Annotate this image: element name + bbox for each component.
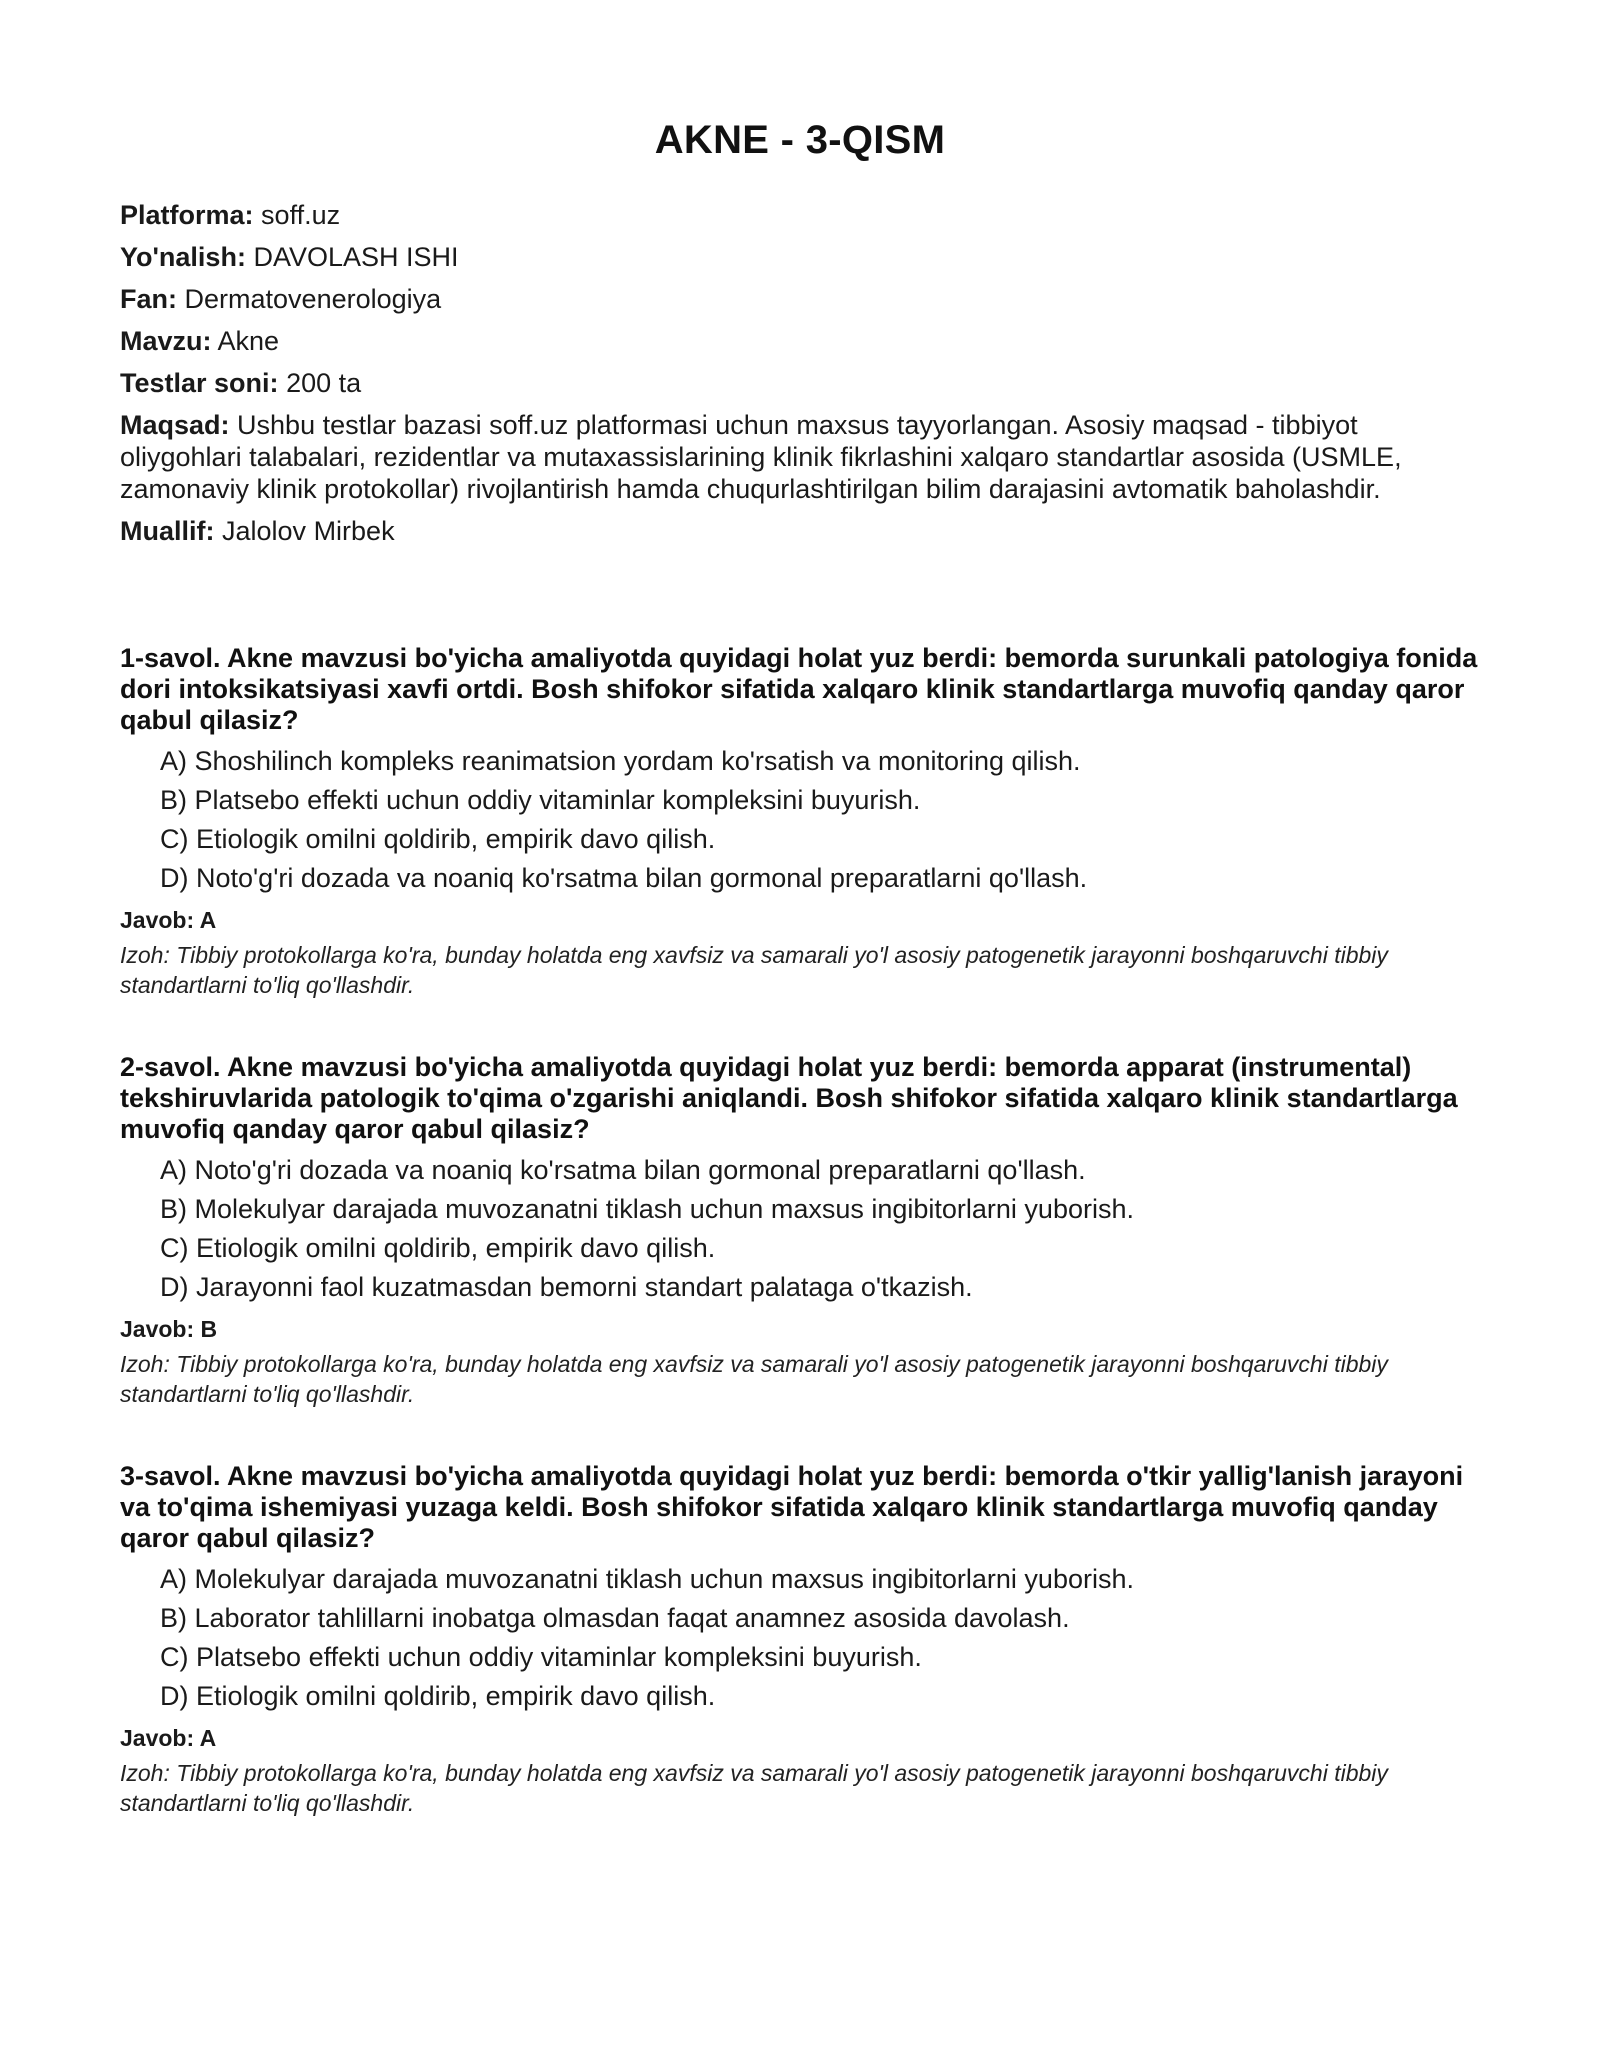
meta-label: Fan: [120,284,177,314]
meta-platform [120,199,1480,231]
question-text: 2-savol. Akne mavzusi bo'yicha amaliyotda quyidagi holat yuz berdi: bemorda apparat (instrumental) tekshiruvlarida patologik to'qima o'zgarishi aniqlandi. Bosh shifokor sifatida xalqaro klinik standartlarga muvofiq qanday qaror qabul qilasiz? [120,1052,1458,1144]
question-list [120,643,1480,1818]
meta-label: Mavzu: [120,326,212,356]
meta-topic [120,325,1480,357]
meta-direction [120,241,1480,273]
option-list [160,1564,1480,1712]
meta-test-count [120,367,1480,399]
option-item: B) Molekulyar darajada muvozanatni tiklash uchun maxsus ingibitorlarni yuborish. [160,1194,1134,1224]
option-item: D) Etiologik omilni qoldirib, empirik davo qilish. [160,1681,716,1711]
page-title: AKNE - 3-QISM [654,118,946,162]
meta-label: Muallif: [120,516,215,546]
meta-value: Dermatovenerologiya [184,284,442,314]
question-item [120,1461,1480,1818]
meta-label: Yo'nalish: [120,242,246,272]
meta-label: Testlar soni: [120,368,279,398]
option-item: B) Platsebo effekti uchun oddiy vitaminlar kompleksini buyurish. [160,785,921,815]
option-item: D) Jarayonni faol kuzatmasdan bemorni standart palataga o'tkazish. [160,1272,973,1302]
option-item: A) Noto'g'ri dozada va noaniq ko'rsatma bilan gormonal preparatlarni qo'llash. [160,1155,1086,1185]
option-item: D) Noto'g'ri dozada va noaniq ko'rsatma bilan gormonal preparatlarni qo'llash. [160,863,1088,893]
answer-text: Javob: A [120,1725,217,1751]
meta-author [120,515,1480,547]
question-text: 3-savol. Akne mavzusi bo'yicha amaliyotda quyidagi holat yuz berdi: bemorda o'tkir yallig'lanish jarayoni va to'qima ishemiyasi yuzaga keldi. Bosh shifokor sifatida xalqaro klinik standartlarga muvofiq qanday qaror qabul qilasiz? [120,1461,1464,1553]
meta-value: 200 ta [286,368,362,398]
answer-text: Javob: B [120,1316,218,1342]
meta-value: soff.uz [261,200,341,230]
meta-purpose [120,409,1480,505]
option-list [160,1155,1480,1303]
meta-block [120,199,1480,547]
question-text: 1-savol. Akne mavzusi bo'yicha amaliyotda quyidagi holat yuz berdi: bemorda surunkali patologiya fonida dori intoksikatsiyasi xavfi ortdi. Bosh shifokor sifatida xalqaro klinik standartlarga muvofiq qanday qaror qabul qilasiz? [120,643,1478,735]
option-item: A) Shoshilinch kompleks reanimatsion yordam ko'rsatish va monitoring qilish. [160,746,1081,776]
explanation-text: Izoh: Tibbiy protokollarga ko'ra, bunday holatda eng xavfsiz va samarali yo'l asosiy patogenetik jarayonni boshqaruvchi tibbiy standartlarni to'liq qo'llashdir. [120,1760,1388,1816]
question-item [120,643,1480,1000]
option-item: C) Etiologik omilni qoldirib, empirik davo qilish. [160,824,716,854]
question-item [120,1052,1480,1409]
option-item: C) Platsebo effekti uchun oddiy vitaminlar kompleksini buyurish. [160,1642,922,1672]
option-item: A) Molekulyar darajada muvozanatni tiklash uchun maxsus ingibitorlarni yuborish. [160,1564,1134,1594]
meta-value: Jalolov Mirbek [222,516,395,546]
meta-label: Maqsad: [120,410,230,440]
meta-label: Platforma: [120,200,254,230]
meta-value: Ushbu testlar bazasi soff.uz platformasi uchun maxsus tayyorlangan. Asosiy maqsad - tibbiyot oliygohlari talabalari, rezidentlar va mutaxassislarining klinik fikrlashini xalqaro standartlar asosida (USMLE, zamonaviy klinik protokollar) rivojlantirish hamda chuqurlashtirilgan bilim darajasini avtomatik baholashdir. [120,410,1402,504]
meta-value: DAVOLASH ISHI [253,242,459,272]
option-list [160,746,1480,894]
option-item: B) Laborator tahlillarni inobatga olmasdan faqat anamnez asosida davolash. [160,1603,1070,1633]
option-item: C) Etiologik omilni qoldirib, empirik davo qilish. [160,1233,716,1263]
meta-subject [120,283,1480,315]
answer-text: Javob: A [120,907,217,933]
meta-value: Akne [217,326,280,356]
explanation-text: Izoh: Tibbiy protokollarga ko'ra, bunday holatda eng xavfsiz va samarali yo'l asosiy patogenetik jarayonni boshqaruvchi tibbiy standartlarni to'liq qo'llashdir. [120,942,1388,998]
explanation-text: Izoh: Tibbiy protokollarga ko'ra, bunday holatda eng xavfsiz va samarali yo'l asosiy patogenetik jarayonni boshqaruvchi tibbiy standartlarni to'liq qo'llashdir. [120,1351,1388,1407]
